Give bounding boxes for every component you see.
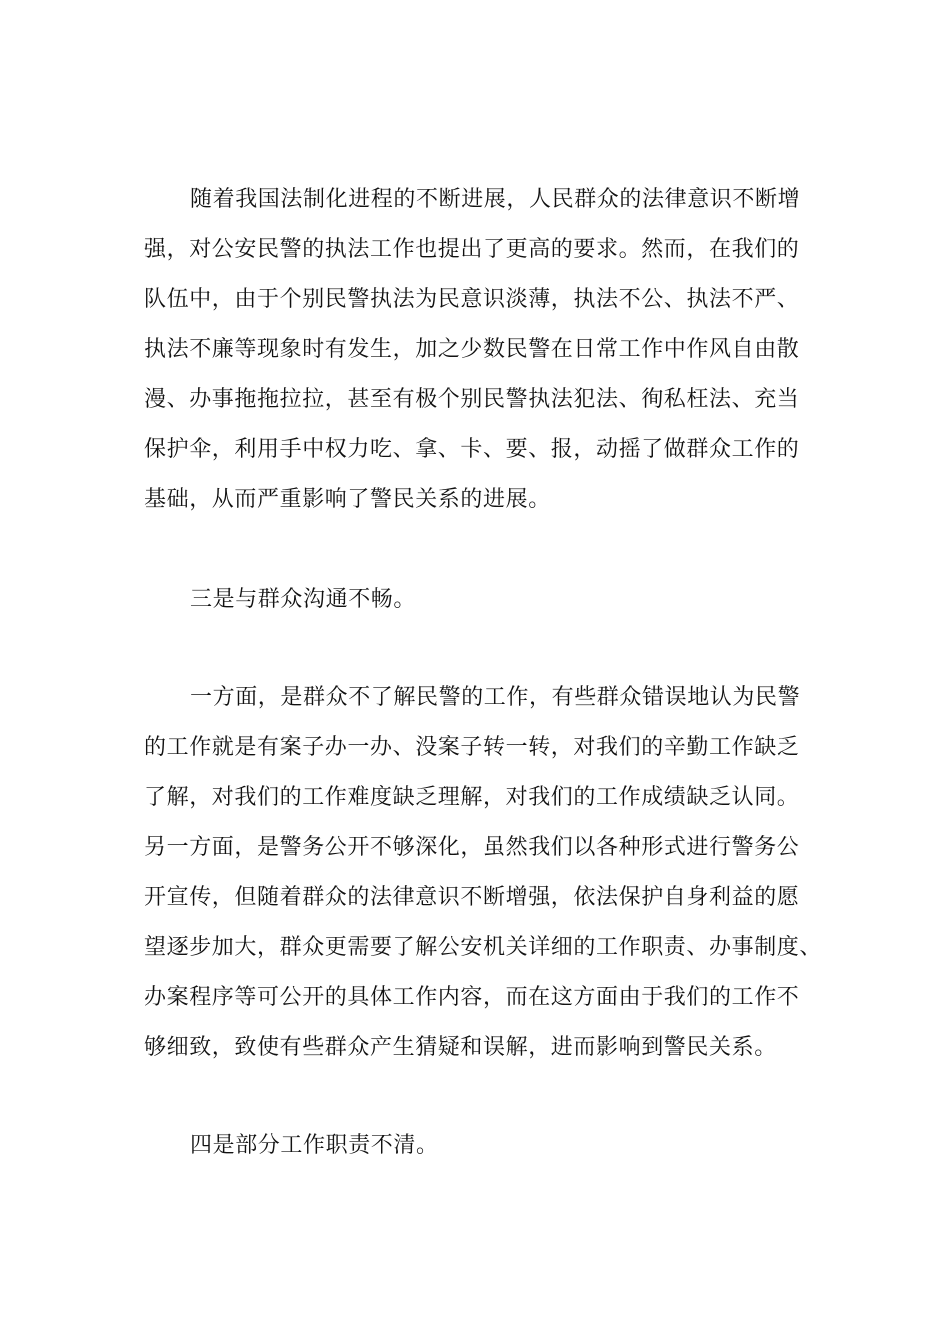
paragraph-line: 办案程序等可公开的具体工作内容，而在这方面由于我们的工作不 [144,985,800,1010]
paragraph-line: 队伍中，由于个别民警执法为民意识淡薄，执法不公、执法不严、 [144,287,800,312]
paragraph-line: 的工作就是有案子办一办、没案子转一转，对我们的辛勤工作缺乏 [144,735,800,760]
paragraph-line: 强，对公安民警的执法工作也提出了更高的要求。然而，在我们的 [144,237,800,262]
paragraph-line: 漫、办事拖拖拉拉，甚至有极个别民警执法犯法、徇私枉法、充当 [144,387,800,412]
paragraph-line: 保护伞，利用手中权力吃、拿、卡、要、报，动摇了做群众工作的 [144,437,800,462]
paragraph-line: 够细致，致使有些群众产生猜疑和误解，进而影响到警民关系。 [144,1035,777,1060]
paragraph-line: 开宣传，但随着群众的法律意识不断增强，依法保护自身利益的愿 [144,885,800,910]
section-heading-3: 三是与群众沟通不畅。 [190,587,417,612]
paragraph-line: 执法不廉等现象时有发生，加之少数民警在日常工作中作风自由散 [144,337,800,362]
section-heading-4: 四是部分工作职责不清。 [190,1133,439,1158]
paragraph-line: 另一方面，是警务公开不够深化，虽然我们以各种形式进行警务公 [144,835,800,860]
paragraph-line: 基础，从而严重影响了警民关系的进展。 [144,487,551,512]
paragraph-line: 望逐步加大，群众更需要了解公安机关详细的工作职责、办事制度、 [144,935,823,960]
paragraph-line: 了解，对我们的工作难度缺乏理解，对我们的工作成绩缺乏认同。 [144,785,800,810]
paragraph-line: 一方面，是群众不了解民警的工作，有些群众错误地认为民警 [190,685,801,710]
paragraph-line: 随着我国法制化进程的不断进展，人民群众的法律意识不断增 [190,187,801,212]
